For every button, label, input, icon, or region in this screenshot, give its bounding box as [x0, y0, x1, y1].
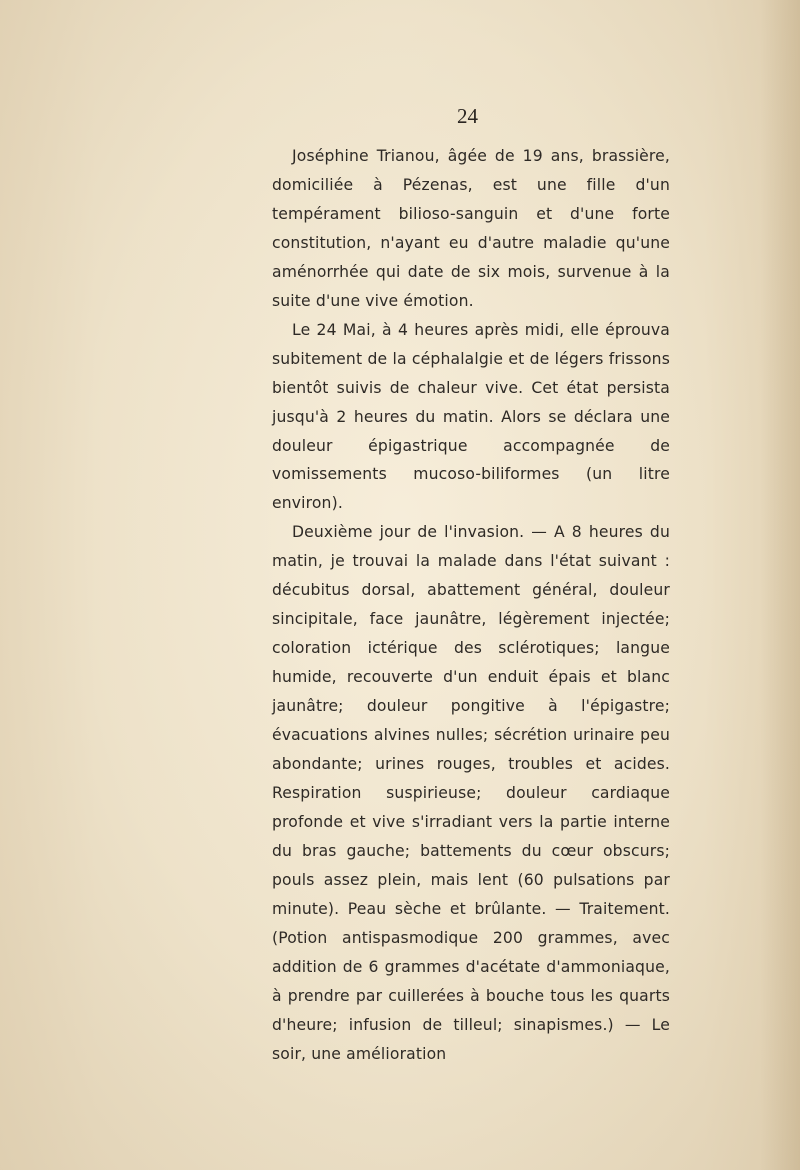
paragraph-patient-intro: Joséphine Trianou, âgée de 19 ans, brassière, domiciliée à Pézenas, est une fille d'un tempérament bilioso-sanguin et d'une forte constitution, n'ayant eu d'autre maladie qu'une aménorrhée qui date de six mois, survenue à la suite d'une vive émotion.: [272, 147, 670, 310]
page-number: 24: [457, 104, 478, 128]
paragraph-second-day: Deuxième jour de l'invasion. — A 8 heures du matin, je trouvai la malade dans l'état suivant : décubitus dorsal, abattement général, douleur sincipitale, face jaunâtre, légèrement injectée; coloration ictérique des sclérotiques; langue humide, recouverte d'un enduit épais et blanc jaunâtre; douleur pongitive à l'épigastre; évacuations alvines nulles; sécrétion urinaire peu abondante; urines rouges, troubles et acides. Respiration suspirieuse; douleur cardiaque profonde et vive s'irradiant vers la partie interne du bras gauche; battements du cœur obscurs; pouls assez plein, mais lent (60 pulsations par minute). Peau sèche et brûlante. — Traitement. (Potion antispasmodique 200 grammes, avec addition de 6 grammes d'acétate d'ammoniaque, à prendre par cuillerées à bouche tous les quarts d'heure; infusion de tilleul; sinapismes.) — Le soir, une amélioration: [272, 523, 670, 1063]
page-edge-shadow: [760, 0, 800, 1170]
body-text: [272, 142, 670, 1069]
paragraph-onset: Le 24 Mai, à 4 heures après midi, elle éprouva subitement de la céphalalgie et de légers frissons bientôt suivis de chaleur vive. Cet état persista jusqu'à 2 heures du matin. Alors se déclara une douleur épigastrique accompagnée de vomissements mucoso-biliformes (un litre environ).: [272, 320, 670, 513]
